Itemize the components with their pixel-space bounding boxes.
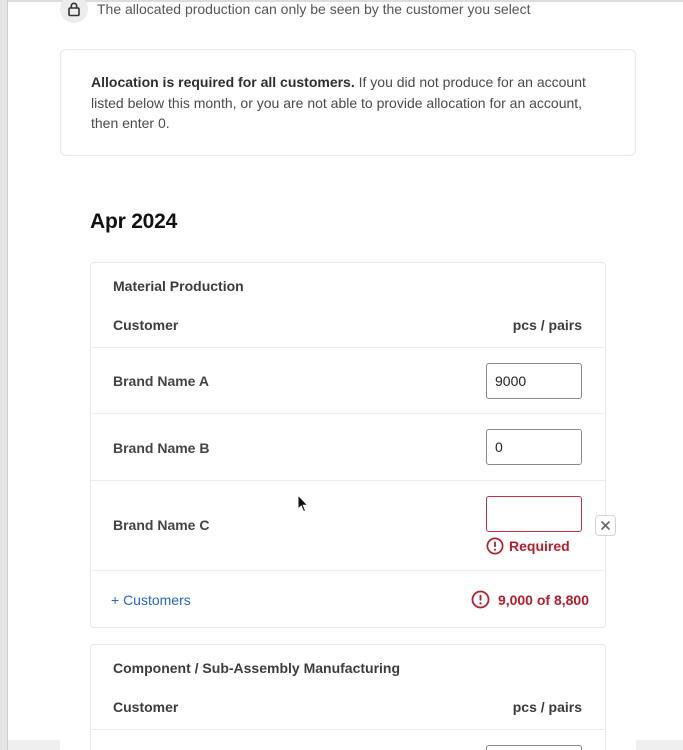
column-header-customer: Customer — [113, 317, 179, 333]
allocation-notice-bold: Allocation is required for all customers. — [91, 74, 355, 90]
card-footer — [91, 570, 605, 627]
customer-name: Brand Name C — [113, 517, 210, 533]
privacy-note — [60, 0, 530, 24]
mouse-cursor-icon — [297, 494, 309, 518]
table-row — [91, 347, 605, 413]
allocation-total-text: 9,000 of 8,800 — [497, 591, 589, 608]
quantity-input[interactable] — [486, 429, 582, 465]
table-row — [91, 480, 605, 570]
customer-name: Brand Name B — [113, 440, 210, 456]
clear-button[interactable] — [595, 515, 616, 536]
allocation-notice-body: If you did not produce for an account listed below this month, or you are not able to provide allocation for an account, then enter 0. — [91, 74, 586, 131]
column-header-unit: pcs / pairs — [512, 317, 582, 333]
privacy-note-text: The allocated production can only be seen by the customer you select — [97, 1, 531, 17]
page-gutter-right — [636, 740, 683, 750]
section-title: Material Production — [113, 278, 244, 294]
lock-icon — [60, 0, 88, 23]
required-error — [486, 537, 570, 555]
required-error-text: Required — [509, 538, 570, 554]
section-title: Component / Sub-Assembly Manufacturing — [113, 660, 401, 676]
component-manufacturing-card — [90, 644, 606, 750]
column-header-unit: pcs / pairs — [512, 699, 582, 715]
close-icon — [601, 521, 610, 530]
add-customers-link[interactable]: + Customers — [111, 592, 191, 608]
allocation-notice — [60, 49, 636, 156]
customer-name: Brand Name A — [113, 373, 209, 389]
window-left-edge — [0, 0, 8, 750]
column-header-customer: Customer — [113, 699, 179, 715]
alert-circle-icon — [486, 537, 504, 555]
table-row — [91, 729, 605, 750]
allocation-total — [471, 590, 589, 609]
quantity-input[interactable] — [486, 363, 582, 399]
page-gutter-left — [8, 740, 60, 750]
table-row — [91, 413, 605, 480]
quantity-input[interactable] — [486, 496, 582, 532]
period-heading: Apr 2024 — [90, 210, 178, 233]
alert-circle-icon — [471, 590, 490, 609]
quantity-input[interactable] — [486, 745, 582, 750]
material-production-card — [90, 262, 606, 628]
